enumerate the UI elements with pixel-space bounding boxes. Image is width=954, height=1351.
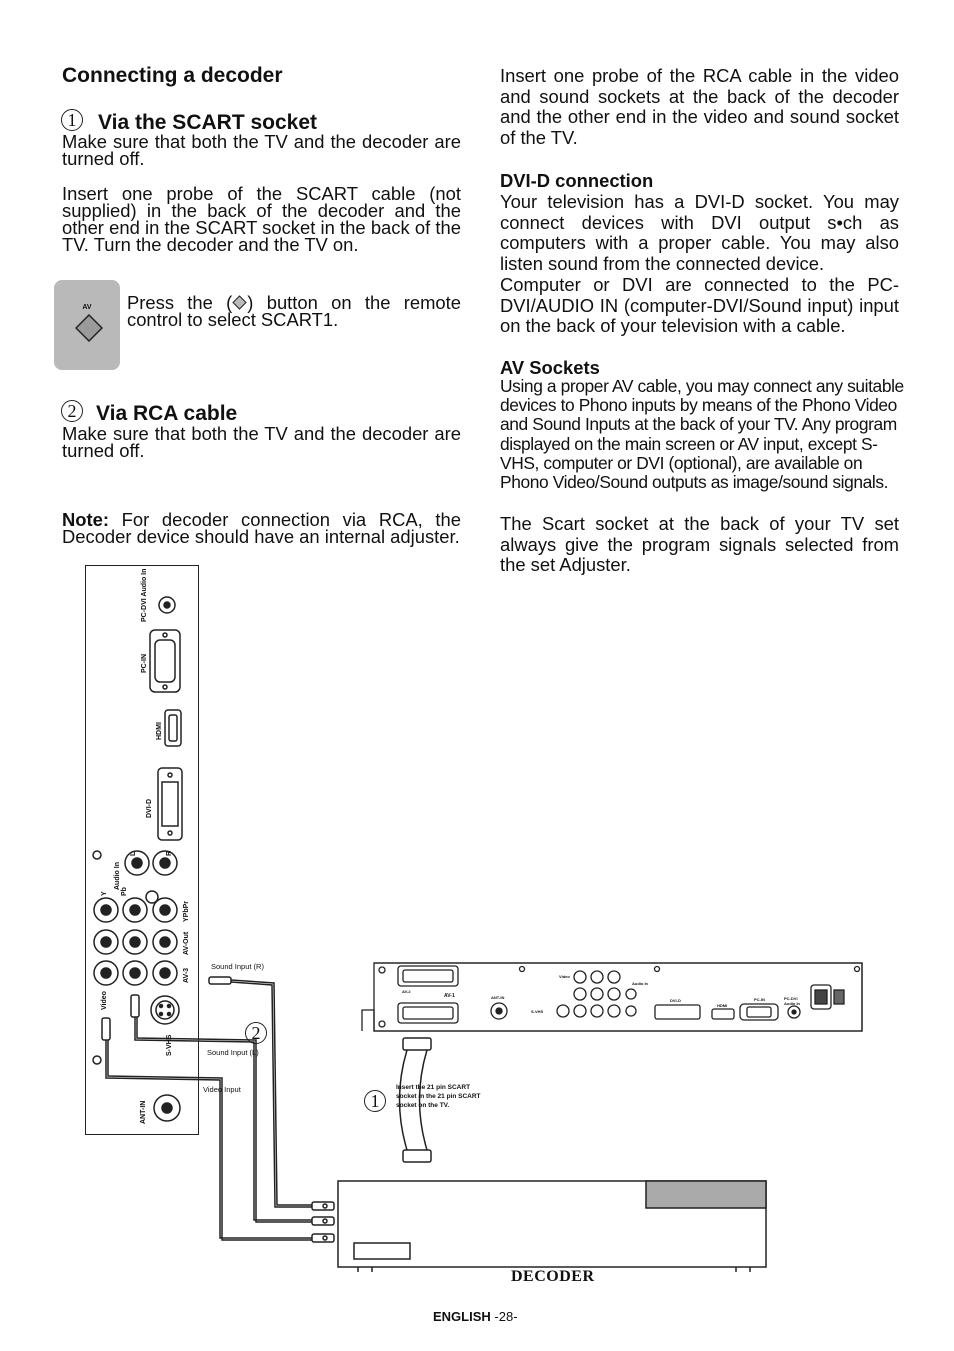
label-pb: Pb [121,887,128,896]
step-2-badge: 2 [61,400,83,422]
label-y: Y [101,891,108,896]
label-pcdvi-audio: PC-DVI Audio In [141,568,148,622]
av-heading: AV Sockets [500,357,600,378]
rca-heading: Via RCA cable [96,402,238,425]
press-instruction: Press the ( ) button on the remote control to select SCART1. [127,292,461,330]
step-1-badge: 1 [61,109,83,131]
rear-label-av2: AV-2 [402,989,411,994]
scart-heading: Via the SCART socket [98,111,318,134]
label-dvid: DVI-D [146,798,153,818]
av-paragraph-2: The Scart socket at the back of your TV set always give the program signals selected from the set Adjuster. [500,513,899,576]
rear-label-dvid: DVI-D [670,998,681,1003]
diagram-step-2: 2 [245,1022,267,1044]
rear-label-video: Video [559,974,570,979]
diagram-step-1: 1 [364,1090,386,1112]
page-footer: ENGLISH -28- [433,1309,518,1324]
label-r: R [166,850,173,856]
label-hdmi: HDMI [156,722,163,740]
label-l: L [130,851,137,856]
rear-label-hdmi: HDMI [717,1003,728,1008]
rear-label-svhs: S-VHS [531,1009,544,1014]
rear-label-pcdvi-audio: PC-DVI Audio In [784,996,800,1006]
label-video: Video [101,991,108,1010]
label-audio-in: Audio In [114,862,121,890]
label-ypbpr: YPbPr [183,900,190,922]
rear-label-antin: ANT-IN [491,995,505,1000]
label-antin: ANT-IN [140,1100,147,1124]
rca-insert-paragraph: Insert one probe of the RCA cable in the video and sound sockets at the back of the decoder and the other end in the video and sound socket of the TV. [500,65,899,149]
decoder-label: DECODER [511,1268,595,1285]
label-pcin: PC-IN [141,653,148,673]
dvi-paragraph-1: Your television has a DVI-D socket. You may connect devices with DVI output s•ch as computers with a proper cable. You may also listen sound from the connected device. [500,191,899,275]
scart-paragraph-1: Make sure that both the TV and the decoder are turned off. [62,131,461,169]
av-paragraph-1: Using a proper AV cable, you may connect any suitable devices to Phono inputs by means of the Phono Video and Sound Inputs at the back of your TV. Any program displayed on the main screen or AV input, except S-VHS, computer or DVI (optional), are available on Phono Video/Sound outputs as image/sound signals. [500,376,904,493]
label-av3: AV-3 [183,967,190,983]
rear-label-pcin: PC-IN [754,997,765,1002]
av-button-label: AV [82,304,92,311]
callout-sound-r: Sound Input (R) [211,962,264,971]
rear-label-audio-in: Audio In [632,981,648,986]
scart-paragraph-2: Insert one probe of the SCART cable (not supplied) in the back of the decoder and the other end in the SCART socket in the back of the TV. Turn the decoder and the TV on. [62,183,461,255]
rear-label-av1: AV-1 [444,993,455,999]
rca-note: Note: For decoder connection via RCA, the Decoder device should have an internal adjuster. [62,509,461,547]
dvi-heading: DVI-D connection [500,170,654,191]
callout-video-input: Video Input [203,1085,241,1094]
label-avout: AV-Out [183,931,190,955]
label-svhs: S-VHS [166,1034,173,1056]
dvi-paragraph-2: Computer or DVI are connected to the PC-DVI/AUDIO IN (computer-DVI/Sound input) input on the back of your television with a cable. [500,274,899,337]
page-title: Connecting a decoder [62,64,283,87]
rca-paragraph-1: Make sure that both the TV and the decoder are turned off. [62,423,461,461]
callout-sound-l: Sound Input (L) [207,1048,259,1057]
callout-scart-note: Insert the 21 pin SCART socket in the 21 pin SCART socket on the TV. [396,1084,481,1109]
